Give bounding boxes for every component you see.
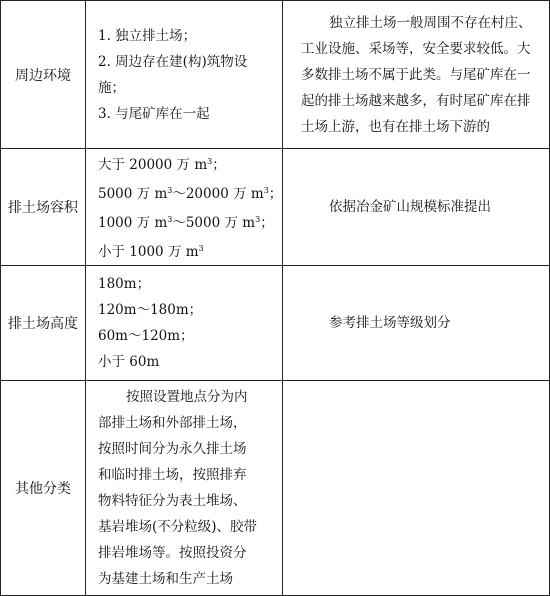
table-row bbox=[1, 149, 550, 266]
label-capacity: 排土场容积 bbox=[8, 200, 78, 216]
criteria-item: 1000 万 $m^3\sim 5000$ 万 $m^3$； bbox=[98, 215, 274, 231]
note-cell bbox=[283, 149, 550, 266]
criteria-item: 180m； bbox=[98, 276, 151, 292]
criteria-item: 3. 与尾矿库在一起 bbox=[98, 105, 210, 122]
criteria-item: 2. 周边存在建(构)筑物设施； bbox=[98, 53, 248, 96]
row-label bbox=[1, 1, 86, 149]
note-cell bbox=[283, 266, 550, 381]
criteria-item: 大于 20000 万 $m^3$； bbox=[98, 157, 226, 173]
table-row bbox=[1, 266, 550, 381]
criteria-text: 按照设置地点分为内部排土场和外部排土场，按照时间分为永久排土场和临时排土场，按照排弃物料特征分为表土堆场、基岩堆场(不分粒级)、胶带排岩堆场等。按照投资分为基建土场和生产土场 bbox=[98, 389, 258, 587]
note-text: 依据冶金矿山规模标准提出 bbox=[329, 199, 491, 215]
criteria-cell bbox=[86, 266, 283, 381]
row-label bbox=[1, 266, 86, 381]
table-row bbox=[1, 1, 550, 149]
row-label bbox=[1, 149, 86, 266]
label-height: 排土场高度 bbox=[8, 316, 78, 332]
criteria-cell bbox=[86, 149, 283, 266]
table-row bbox=[1, 381, 550, 596]
criteria-item: 小于 60m bbox=[98, 354, 160, 370]
criteria-item: 60m～120m； bbox=[98, 328, 194, 344]
note-text: 参考排土场等级划分 bbox=[329, 315, 451, 331]
criteria-item: 小于 1000 万 $m^3$ bbox=[98, 244, 204, 260]
criteria-item: 1. 独立排土场； bbox=[98, 27, 197, 44]
criteria-item: 5000 万 $m^3\sim 20000$ 万 $m^3$； bbox=[98, 186, 283, 202]
criteria-cell bbox=[86, 381, 283, 596]
note-cell bbox=[283, 381, 550, 596]
criteria-cell bbox=[86, 1, 283, 149]
row-label bbox=[1, 381, 86, 596]
note-text: 独立排土场一般周围不存在村庄、工业设施、采场等，安全要求较低。大多数排土场不属于此类。与尾矿库在一起的排土场越来越多，有时尾矿库在排土场上游，也有在排土场下游的 bbox=[301, 14, 532, 135]
note-cell bbox=[283, 1, 550, 149]
label-other: 其他分类 bbox=[15, 481, 71, 497]
label-surroundings: 周边环境 bbox=[15, 67, 71, 84]
criteria-item: 120m～180m； bbox=[98, 302, 203, 318]
